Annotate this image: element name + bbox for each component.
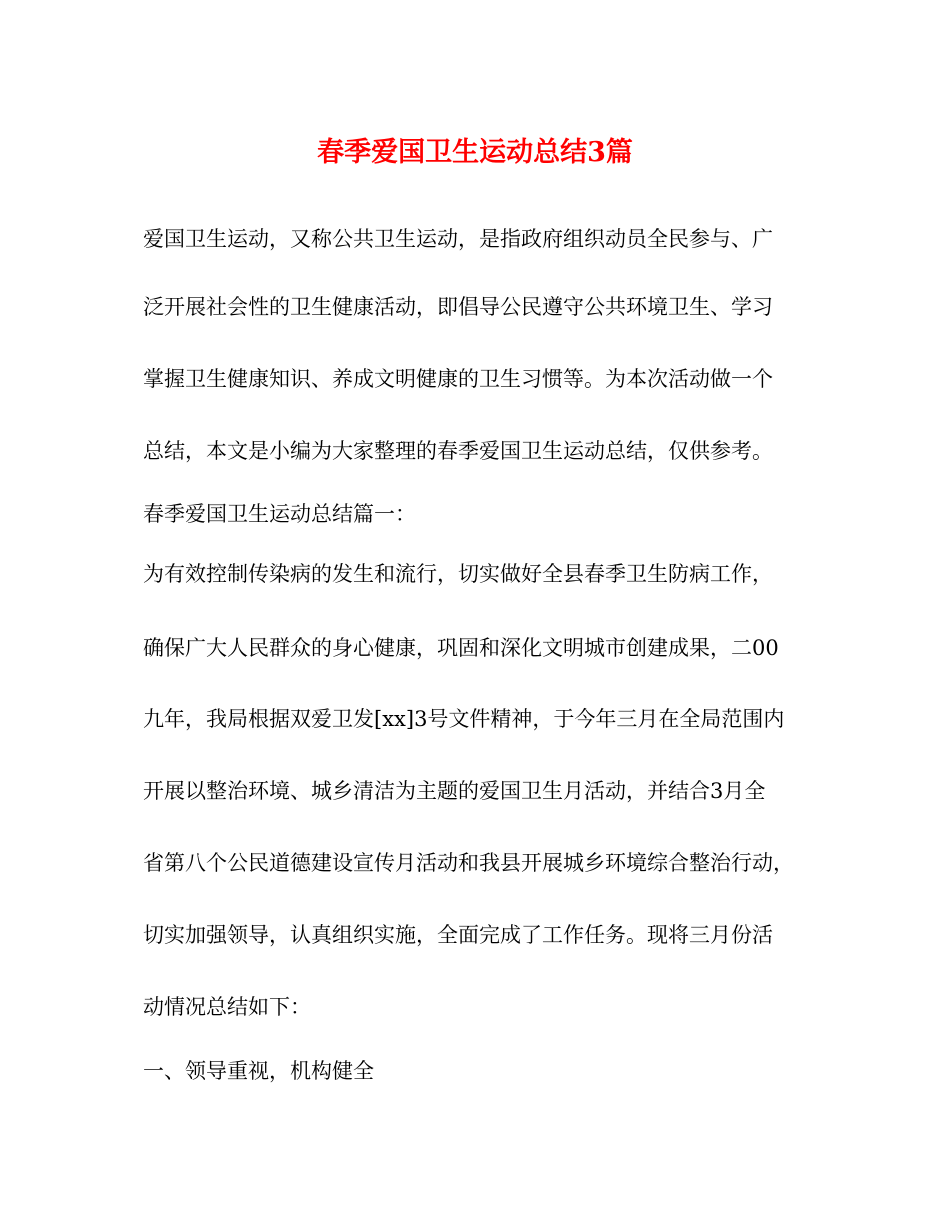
paragraph-line: 开展以整治环境、城乡清洁为主题的爱国卫生月活动，并结合3月全 (143, 779, 766, 803)
paragraph-line: 掌握卫生健康知识、养成文明健康的卫生习惯等。为本次活动做一个 (143, 367, 773, 391)
paragraph-line: 爱国卫生运动，又称公共卫生运动，是指政府组织动员全民参与、广 (143, 227, 773, 251)
section-heading: 一、领导重视，机构健全 (143, 1059, 374, 1083)
paragraph-line: 为有效控制传染病的发生和流行，切实做好全县春季卫生防病工作， (143, 562, 773, 586)
paragraph-line: 总结，本文是小编为大家整理的春季爱国卫生运动总结，仅供参考。 (143, 439, 773, 463)
paragraph-line: 泛开展社会性的卫生健康活动，即倡导公民遵守公共环境卫生、学习 (143, 295, 773, 319)
paragraph-line: 九年，我局根据双爱卫发[xx]3号文件精神，于今年三月在全局范围内 (143, 707, 785, 731)
document-title: 春季爱国卫生运动总结3篇 (317, 137, 633, 168)
paragraph-line: 省第八个公民道德建设宣传月活动和我县开展城乡环境综合整治行动， (143, 851, 794, 875)
section-heading: 春季爱国卫生运动总结篇一： (143, 502, 416, 526)
paragraph-line: 切实加强领导，认真组织实施，全面完成了工作任务。现将三月份活 (143, 923, 773, 947)
paragraph-line: 动情况总结如下： (143, 995, 311, 1019)
paragraph-line: 确保广大人民群众的身心健康，巩固和深化文明城市创建成果，二00 (143, 636, 779, 660)
